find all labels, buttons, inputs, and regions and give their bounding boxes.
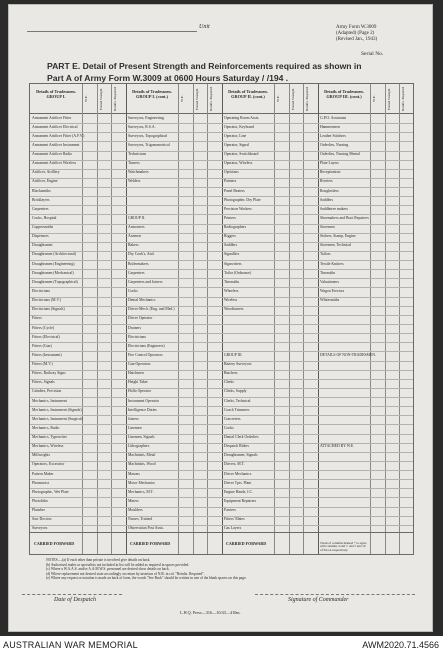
despatch-date-line <box>22 594 122 595</box>
subcolumn-header: W.E. <box>180 95 184 103</box>
trade-name: Gas Layers <box>224 526 242 531</box>
title-line: Part A of Army Form W.3009 at 0600 Hours Saturday / /194 . <box>47 73 289 83</box>
trade-name: Electricians <box>128 334 146 339</box>
trade-name: Mechanics, Radio <box>32 425 60 430</box>
trade-name: Driver Tpts. Plant <box>224 480 252 485</box>
trade-name: Artificer, Artillery <box>32 170 60 175</box>
table-row-line <box>30 187 413 188</box>
trade-name: Linemen <box>128 425 142 430</box>
table-row-line <box>30 205 413 206</box>
trade-name: Operators, Excavator <box>32 462 65 467</box>
table-row-line <box>30 415 413 416</box>
title-line: PART E. Detail of Present Strength and Reinforcements required as shown in <box>47 61 362 71</box>
subcolumn-header: Reinfts. Required <box>305 87 310 111</box>
trade-name: Surveyors, Trigonometrical <box>128 142 170 147</box>
trade-name: Instrument Operator <box>128 398 159 403</box>
trade-name: Armourers <box>128 225 145 230</box>
trade-name: Photolitho <box>32 498 48 503</box>
trade-name: Fitters (Electrical) <box>32 334 60 339</box>
printer-imprint: L.H.Q. Press—316—10/43—410m. <box>180 610 241 615</box>
trade-name: Painters <box>224 179 237 184</box>
commander-signature-line <box>255 594 415 595</box>
trade-name: Moulders <box>128 508 143 513</box>
subcolumn-divider <box>111 84 112 554</box>
trade-name: Shoemakers and Boot Repairers <box>320 215 369 220</box>
trade-name: Joiners <box>128 416 139 421</box>
table-row-line <box>30 397 413 398</box>
trade-name: Lithographers <box>128 444 150 449</box>
trade-name: Concreters <box>224 416 241 421</box>
trade-name: Draughtsmen (Topographical) <box>32 279 78 284</box>
trade-name: Mechanics, Instrument (Signals) <box>32 407 82 412</box>
subcolumn-divider <box>178 84 179 554</box>
trade-name: Carpenters <box>128 270 145 275</box>
table-row-line <box>30 151 413 152</box>
table-row-line <box>30 224 413 225</box>
trade-name: Drainers <box>128 325 142 330</box>
trade-name: G.P.O. Assistants <box>320 115 347 120</box>
trade-name: Electricians <box>32 288 50 293</box>
trade-name: Saddlers <box>224 243 238 248</box>
trade-name: Watchmakers <box>128 170 149 175</box>
note-line: (e) Where any request or notation is made on back of form, the words "See Back" should be written in one of the blank spaces on this page. <box>46 576 247 581</box>
subcolumn-header: Posted Strength <box>194 88 199 110</box>
trade-name: Hammermen <box>320 124 340 129</box>
trade-name: Gun Operators <box>128 362 151 367</box>
trade-name: Armament Artificer Radio <box>32 152 73 157</box>
table-row-line <box>30 351 413 352</box>
trade-name: Photographic, Wet Plate <box>32 489 69 494</box>
table-row-line <box>30 278 413 279</box>
subcolumn-header: W.E. <box>84 95 88 103</box>
trade-name: Nurses, Trained <box>128 517 153 522</box>
trade-name: Armament Artificer Fitter <box>32 115 72 120</box>
trade-name: Opticians <box>224 170 239 175</box>
trade-name: Armament Artificer Wireless <box>32 161 77 166</box>
trade-name: Tailors <box>320 252 331 257</box>
table-row-line <box>30 315 413 316</box>
trade-name: Plate Layers <box>320 161 339 166</box>
trade-name: Miners <box>128 498 139 503</box>
subcolumn-header: Reinfts. Required <box>209 87 214 111</box>
trade-name: Surveyors, R.S.A. <box>128 124 156 129</box>
trade-name: Machinists, Metal <box>128 453 156 458</box>
subcolumn-header: Reinfts. Required <box>113 87 118 111</box>
table-row-line <box>30 452 413 453</box>
table-row-line <box>30 132 413 133</box>
table-row-line <box>30 260 413 261</box>
trade-name: Operator, Keyboard <box>224 124 255 129</box>
trade-name: Armament Artificer Fitter (A.F.V.) <box>32 133 85 138</box>
trade-name: Pharmacist <box>32 480 49 485</box>
trade-name: Turners <box>128 161 140 166</box>
trade-name: Carpenters <box>32 206 49 211</box>
table-row-line <box>30 361 413 362</box>
trade-name: Driver Mechanics <box>224 471 252 476</box>
table-row-line <box>30 214 413 215</box>
trade-name: Welders <box>128 179 141 184</box>
archive-caption <box>0 636 443 653</box>
trade-name: Armament Artificer Electrical <box>32 124 78 129</box>
table-row-line <box>30 297 413 298</box>
trade-name: Masons <box>128 471 140 476</box>
table-row-line <box>30 178 413 179</box>
trade-name: Mechanics, Typewriter <box>32 435 67 440</box>
table-row-line <box>30 516 413 517</box>
trade-name: Bakers <box>128 243 139 248</box>
trade-name: Axemen <box>128 234 141 239</box>
subcolumn-divider <box>289 84 290 554</box>
subcolumn-header: W.E. <box>372 95 376 103</box>
trade-name: Fitters' Mates <box>224 517 245 522</box>
despatch-date-label: Date of Despatch <box>54 597 96 603</box>
group-header: Details of Tradesmen. GROUP II. (cont.) <box>228 89 268 99</box>
trade-name: Tinsmiths <box>320 270 336 275</box>
group-divider <box>318 84 319 554</box>
group-header: Details of Tradesmen. GROUP I. <box>36 89 76 99</box>
trade-name: Operator, Wireless <box>224 161 253 166</box>
trade-name: GROUP II. <box>128 215 146 220</box>
trade-name: Operator, Switchboard <box>224 152 259 157</box>
trade-name: Dispensers <box>32 234 49 239</box>
table-row-line <box>30 342 413 343</box>
table-row-line <box>30 443 413 444</box>
trade-name: Wheelers <box>224 288 239 293</box>
trade-name: Dental Mechanics <box>128 298 156 303</box>
trade-name: Operating Room Assts. <box>224 115 260 120</box>
trade-name: Armament Artificer Instrument <box>32 142 80 147</box>
trade-name: Height Taker <box>128 380 148 385</box>
trade-name: Fitters (Gun) <box>32 343 52 348</box>
trade-name: Photographer, Dry Plate <box>224 197 261 202</box>
note-line: (d) Where replacement not desired state accordingly on return by insertion of N.R. in col. "Reinfts. Required". <box>46 571 205 576</box>
table-row-line <box>30 196 413 197</box>
trade-name: Carpenters and Joiners <box>128 279 163 284</box>
archive-name: AUSTRALIAN WAR MEMORIAL <box>3 640 138 650</box>
subcolumn-divider <box>82 84 83 554</box>
table-row-line <box>30 287 413 288</box>
trade-name: Fire Control Operators <box>128 352 163 357</box>
unit-line <box>27 31 197 32</box>
trade-name: Millwrights <box>32 453 50 458</box>
trade-name: Electricians (M.V.) <box>32 298 61 303</box>
table-row-line <box>30 242 413 243</box>
trade-name: Riveters <box>320 179 333 184</box>
trade-name: Hatchmen <box>128 371 144 376</box>
trade-name: Operator, Line <box>224 133 247 138</box>
table-row-line <box>30 333 413 334</box>
trade-name: Fitters (M.V.) <box>32 362 53 367</box>
trade-name: Draughtsmen (Mechanical) <box>32 270 74 275</box>
table-row-line <box>30 233 413 234</box>
trade-name: Electricians (Signals) <box>32 307 65 312</box>
trade-name: Leather Stitchers <box>320 133 346 138</box>
carried-forward-label: CARRIED FORWARD <box>130 541 171 546</box>
trade-name: Machinists, Wood <box>128 462 156 467</box>
subcolumn-divider <box>97 84 98 554</box>
trade-name: Clerks, Technical <box>224 398 251 403</box>
form-title <box>47 60 417 84</box>
trade-name: Driver-Mech. (Eng. and Med.) <box>128 307 175 312</box>
trade-name: Dental Clerk Orderlies <box>224 435 259 440</box>
subcolumn-header: Posted Strength <box>386 88 391 110</box>
trade-name: Blacksmiths <box>32 188 51 193</box>
table-row-line <box>30 525 413 526</box>
trade-name: Intelligence Duties <box>128 407 157 412</box>
trade-name: Despatch Riders <box>224 444 249 449</box>
trade-name: Surveyors, Topographical <box>128 133 168 138</box>
trade-name: Surveyors, Engineering <box>128 115 164 120</box>
trade-name: Fitters, Railway Signs <box>32 371 66 376</box>
trade-name: Signallers <box>224 252 240 257</box>
note-line: (c) Where a W.A.A.S. and/or A.A.M.W.S. personnel are desired show details on back. <box>46 567 170 572</box>
subcolumn-header: Reinfts. Required <box>401 87 406 111</box>
notes-block <box>46 558 416 581</box>
trade-name: Equipment Repairers <box>224 498 257 503</box>
note-line: (b) Authorised trades or specialists not included in list will be added as required in spaces provided. <box>46 562 190 567</box>
trade-name: Grinders, Precision <box>32 389 62 394</box>
trade-name: Printers <box>224 215 236 220</box>
serial-label: Serial No. <box>361 51 384 57</box>
carried-forward-label: CARRIED FORWARD <box>34 541 75 546</box>
trade-name: Saddlers <box>320 197 334 202</box>
trade-name: Stokers, Stamp, Engine <box>320 234 356 239</box>
subcolumn-divider <box>274 84 275 554</box>
trade-name: Artificer, Engine <box>32 179 58 184</box>
unit-label: Unit <box>199 24 210 30</box>
table-row-line <box>30 488 413 489</box>
trade-name: Valuationers <box>320 279 339 284</box>
table-row-line <box>30 269 413 270</box>
trade-name: GROUP III. <box>224 352 243 357</box>
trade-name: Farriers <box>224 508 236 513</box>
trade-name: Saw Doctors <box>32 517 52 522</box>
group-header: Details of Tradesmen. GROUP I. (cont.) <box>132 89 172 99</box>
trade-name: Fitters <box>32 316 42 321</box>
subcolumn-divider <box>370 84 371 554</box>
trade-name: Cooks, Hospital <box>32 215 57 220</box>
trade-name: Plumber <box>32 508 45 513</box>
trade-name: Woodturners <box>224 307 244 312</box>
trade-name: Mechanics, M.T. <box>128 489 154 494</box>
table-row-line <box>30 169 413 170</box>
trade-name: Technicians <box>128 152 147 157</box>
subcolumn-divider <box>193 84 194 554</box>
trade-name: Engine Hands, I.C. <box>224 489 253 494</box>
subcolumn-divider <box>303 84 304 554</box>
trade-name: Textile Knitters <box>320 261 344 266</box>
trade-name: Hollo Operator <box>128 389 152 394</box>
trade-name: Motor Mechanics <box>128 480 155 485</box>
trade-name: Linemen, Signals <box>128 435 155 440</box>
subcolumn-divider <box>385 84 386 554</box>
trade-name: Draughtsmen <box>32 243 53 248</box>
commander-signature-label: Signature of Commander <box>288 597 349 603</box>
trade-name: DETAILS OF NON-TRADESMEN. <box>320 352 376 357</box>
form-line: Army Form W.3009 <box>336 25 377 30</box>
table-row-line <box>30 461 413 462</box>
trade-name: Draughtsmen (Architectural) <box>32 252 76 257</box>
trade-name: Roughriders <box>320 188 339 193</box>
table-row-line <box>30 388 413 389</box>
table-row-line <box>30 497 413 498</box>
trade-name: Fitters (Instrument) <box>32 352 62 357</box>
trade-name: Coach Trimmers <box>224 407 250 412</box>
table-row-line <box>30 424 413 425</box>
trade-name: Driver Operator <box>128 316 153 321</box>
subcolumn-divider <box>399 84 400 554</box>
trade-name: Mechanics, Wireless <box>32 444 64 449</box>
trade-name: Observation Post Assts. <box>128 526 164 531</box>
trade-name: Saddletree makers <box>320 206 348 211</box>
table-row-line <box>30 141 413 142</box>
trade-name: ATTACHED BY W.E. <box>320 444 355 449</box>
trade-name: Fitters, Signals <box>32 380 55 385</box>
subcolumn-header: Posted Strength <box>290 88 295 110</box>
trade-name: Wagon Erectors <box>320 288 345 293</box>
trade-name: Battery Surveyors <box>224 362 252 367</box>
trade-name: Precision Workers <box>224 206 252 211</box>
trade-name: Draughtsmen, Signals <box>224 453 258 458</box>
note-line: NOTES.—(a) If each other than private is involved give details on back. <box>46 558 151 562</box>
subcolumn-header: Posted Strength <box>98 88 103 110</box>
table-row-line <box>30 406 413 407</box>
form-line: (Adapted) (Page 2) <box>336 31 375 36</box>
trade-name: Clerks, Supply <box>224 389 247 394</box>
subcolumn-divider <box>207 84 208 554</box>
trade-name: Orderlies, Nursing <box>320 142 349 147</box>
trade-name: Fitters (Cycle) <box>32 325 55 330</box>
tradesmen-table <box>29 83 414 555</box>
trade-name: Receptionists <box>320 170 341 175</box>
table-row-line <box>30 370 413 371</box>
trade-name: Drivers, M.T. <box>224 462 245 467</box>
trade-name: Cooks <box>128 288 138 293</box>
trade-name: Radiographers <box>224 225 247 230</box>
group-header: Details of Tradesmen. GROUP III. (cont.) <box>324 89 364 99</box>
table-row-line <box>30 479 413 480</box>
trade-name: Dry Cook's, And. <box>128 252 155 257</box>
trade-name: Riggers <box>224 234 236 239</box>
trade-name: Tailor (Ordnance) <box>224 270 252 275</box>
trade-name: Bricklayers <box>32 197 50 202</box>
table-row-line <box>30 306 413 307</box>
trade-name: Storemen <box>320 225 335 230</box>
form-reference <box>336 25 377 43</box>
trade-name: Pattern Maker <box>32 471 54 476</box>
form-line: (Revised Jan., 1943) <box>336 37 378 42</box>
trade-name: Signwriters <box>224 261 242 266</box>
trade-name: Electricians (Engineers) <box>128 343 165 348</box>
totals-instruction: Totals of columns marked * to agree with columns 4 and 7, and 5 and 10 of Part A respectively. <box>320 540 367 553</box>
trade-name: Coppersmiths <box>32 225 54 230</box>
trade-name: Panel Beaters <box>224 188 245 193</box>
carried-forward-label: CARRIED FORWARD <box>226 541 267 546</box>
trade-name: Mechanics, Instrument (Surgical) <box>32 416 83 421</box>
trade-name: Mechanics, Instrument <box>32 398 67 403</box>
trade-name: Tinsmiths <box>224 279 240 284</box>
table-row-line <box>30 123 413 124</box>
trade-name: Operator, Signal <box>224 142 249 147</box>
trade-name: Whitesmiths <box>320 298 340 303</box>
trade-name: Boilermakers <box>128 261 149 266</box>
trade-name: Wireless <box>224 298 238 303</box>
table-row-line <box>30 251 413 252</box>
table-row-line <box>30 160 413 161</box>
table-row-line <box>30 470 413 471</box>
group-divider <box>222 84 223 554</box>
trade-name: Surveyors <box>32 526 48 531</box>
trade-name: Clerks <box>224 380 234 385</box>
trade-name: Orderlies, Nursing Mental <box>320 152 360 157</box>
trade-name: Draughtsmen (Engineering) <box>32 261 75 266</box>
table-row-line <box>30 324 413 325</box>
table-row-line <box>30 379 413 380</box>
table-row-line <box>30 434 413 435</box>
group-divider <box>126 84 127 554</box>
table-row-line <box>30 507 413 508</box>
trade-name: Butchers <box>224 371 238 376</box>
trade-name: Cooks <box>224 425 234 430</box>
archive-reference: AWM2020.71.4566 <box>362 640 439 650</box>
trade-name: Storemen, Technical <box>320 243 352 248</box>
subcolumn-header: W.E. <box>276 95 280 103</box>
